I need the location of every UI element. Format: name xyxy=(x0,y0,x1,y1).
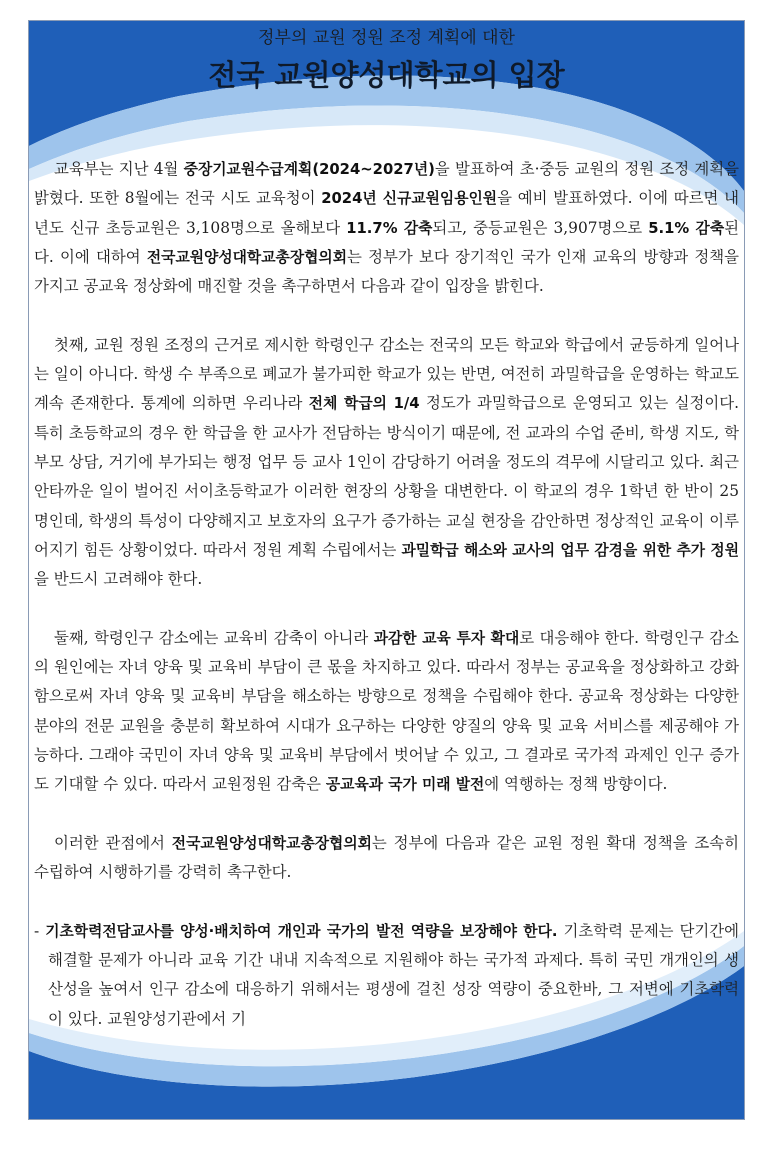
bullet-basic-learning-teachers: - 기초학력전담교사를 양성·배치하여 개인과 국가의 발전 역량을 보장해야 한다. 기초학력 문제는 단기간에 해결할 문제가 아니라 교육 기간 내내 지속적으로 지원해야 하는 국가적 과제다. 특히 국민 개개인의 생산성을 높여서 인구 감소에 대응하기 위해서는 평생에 걸친 성장 역량이 중요한바, 그 저변에 기초학력이 있다. 교원양성기관에서 기 xyxy=(34,921,739,1028)
document-title: 전국 교원양성대학교의 입장 xyxy=(208,58,565,92)
emphasis-text: 전국교원양성대학교총장협의회 xyxy=(146,248,347,266)
emphasis-text: 5.1% 감축 xyxy=(648,219,725,237)
paragraph-first-point: 첫째, 교원 정원 조정의 근거로 제시한 학령인구 감소는 전국의 모든 학교와 학급에서 균등하게 일어나는 일이 아니다. 학생 수 부족으로 폐교가 불가피한 학교가 있는 반면, 여전히 과밀학급을 운영하는 학교도 계속 존재한다. 통계에 의하면 우리나라 전체 학급의 1/4 정도가 과밀학급으로 운영되고 있는 실정이다. 특히 초등학교의 경우 한 학급을 한 교사가 전담하는 방식이기 때문에, 전 교과의 수업 준비, 학생 지도, 학부모 상담, 거기에 부가되는 행정 업무 등 교사 1인이 감당하기 어려울 정도의 격무에 시달리고 있다. 최근 안타까운 일이 벌어진 서이초등학교가 이러한 현장의 상황을 대변한다. 이 학교의 경우 1학년 한 반이 25명인데, 학생의 특성이 다양해지고 보호자의 요구가 증가하는 교실 현장을 감안하면 정상적인 교육이 이루어지기 힘든 상황이었다. 따라서 정원 계획 수립에서는 과밀학급 해소와 교사의 업무 감경을 위한 추가 정원을 반드시 고려해야 한다. xyxy=(34,335,739,589)
emphasis-text: 중장기교원수급계획(2024~2027년) xyxy=(183,161,435,178)
paragraph-intro: 교육부는 지난 4월 중장기교원수급계획(2024~2027년)을 발표하여 초·중등 교원의 정원 조정 계획을 밝혔다. 또한 8월에는 전국 시도 교육청이 2024년 신규교원임용인원을 예비 발표하였다. 이에 따르면 내년도 신규 초등교원은 3,108명으로 올해보다 11.7% 감축되고, 중등교원은 3,907명으로 5.1% 감축된다. 이에 대하여 전국교원양성대학교총장협의회는 정부가 보다 장기적인 국가 인재 교육의 방향과 정책을 가지고 공교육 정상화에 매진할 것을 촉구하면서 다음과 같이 입장을 밝힌다. xyxy=(34,160,740,296)
paragraph-call-to-action: 이러한 관점에서 전국교원양성대학교총장협의회는 정부에 다음과 같은 교원 정원 확대 정책을 조속히 수립하여 시행하기를 강력히 촉구한다. xyxy=(34,833,739,882)
emphasis-text: 공교육과 국가 미래 발전 xyxy=(325,776,485,794)
emphasis-text: 전국교원양성대학교총장협의회 xyxy=(171,834,372,852)
emphasis-text: 과밀학급 해소와 교사의 업무 감경을 위한 추가 정원 xyxy=(401,541,739,559)
emphasis-text: 전체 학급의 1/4 xyxy=(308,395,420,413)
emphasis-text: 과감한 교육 투자 확대 xyxy=(373,629,520,647)
emphasis-text: 11.7% 감축 xyxy=(346,219,433,237)
document-subtitle: 정부의 교원 정원 조정 계획에 대한 xyxy=(258,28,515,48)
emphasis-text: 기초학력전담교사를 양성·배치하여 개인과 국가의 발전 역량을 보장해야 한다. xyxy=(45,922,558,940)
document-page xyxy=(28,20,745,1120)
document-body xyxy=(34,155,739,1034)
paragraph-second-point: 둘째, 학령인구 감소에는 교육비 감축이 아니라 과감한 교육 투자 확대로 대응해야 한다. 학령인구 감소의 원인에는 자녀 양육 및 교육비 부담이 큰 몫을 차지하고 있다. 따라서 정부는 공교육을 정상화하고 강화함으로써 자녀 양육 및 교육비 부담을 해소하는 방향으로 정책을 수립해야 한다. 공교육 정상화는 다양한 분야의 전문 교원을 충분히 확보하여 시대가 요구하는 다양한 양질의 양육 및 교육 서비스를 제공해야 가능하다. 그래야 국민이 자녀 양육 및 교육비 부담에서 벗어날 수 있고, 그 결과로 국가적 과제인 인구 증가도 기대할 수 있다. 따라서 교원정원 감축은 공교육과 국가 미래 발전에 역행하는 정책 방향이다. xyxy=(34,628,739,794)
emphasis-text: 2024년 신규교원임용인원 xyxy=(321,190,498,208)
